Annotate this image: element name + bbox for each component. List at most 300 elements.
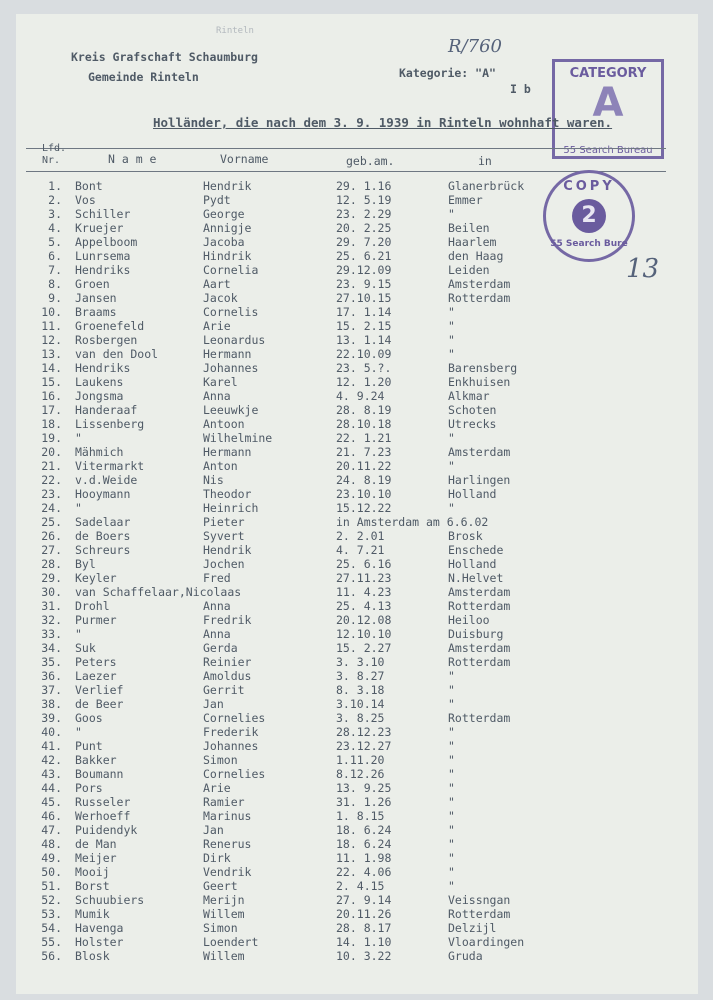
row-vorname: Vendrik: [203, 865, 252, 879]
row-place: Rotterdam: [448, 291, 511, 305]
row-vorname: Wilhelmine: [203, 431, 273, 445]
row-vorname: Theodor: [203, 487, 252, 501]
row-place: ": [448, 739, 455, 753]
row-place: ": [448, 669, 455, 683]
row-number: 41.: [41, 739, 62, 753]
row-place: Holland: [448, 487, 497, 501]
row-birth-date: 8. 3.18: [336, 683, 385, 697]
row-number: 50.: [41, 865, 62, 879]
row-name: Holster: [75, 935, 124, 949]
row-birth-date: 10. 3.22: [336, 949, 392, 963]
row-place: ": [448, 319, 455, 333]
row-name: Hendriks: [75, 361, 131, 375]
row-birth-date: 25. 4.13: [336, 599, 392, 613]
row-number: 2.: [48, 193, 62, 207]
row-number: 4.: [48, 221, 62, 235]
district-line: Kreis Grafschaft Schaumburg: [71, 50, 258, 64]
row-birth-date: 15. 2.27: [336, 641, 392, 655]
row-name: Keyler: [75, 571, 117, 585]
row-birth-date: 22. 4.06: [336, 865, 392, 879]
row-name: Byl: [75, 557, 96, 571]
row-number: 6.: [48, 249, 62, 263]
row-place: Enkhuisen: [448, 375, 511, 389]
row-name: Mumik: [75, 907, 110, 921]
row-place: Haarlem: [448, 235, 497, 249]
row-name: Mähmich: [75, 445, 124, 459]
row-place: Utrecks: [448, 417, 497, 431]
row-vorname: Jan: [203, 823, 224, 837]
row-name: Sadelaar: [75, 515, 131, 529]
row-place: Rotterdam: [448, 711, 511, 725]
row-number: 44.: [41, 781, 62, 795]
row-place: ": [448, 725, 455, 739]
row-birth-date: 14. 1.10: [336, 935, 392, 949]
row-place: Amsterdam: [448, 585, 511, 599]
row-number: 15.: [41, 375, 62, 389]
row-number: 46.: [41, 809, 62, 823]
row-vorname: Hermann: [203, 347, 252, 361]
col-vorname: Vorname: [220, 152, 269, 166]
row-place: den Haag: [448, 249, 504, 263]
row-number: 48.: [41, 837, 62, 851]
row-place: ": [448, 207, 455, 221]
row-place: Rotterdam: [448, 907, 511, 921]
row-place: ": [448, 879, 455, 893]
col-lfd: Lfd.: [42, 143, 67, 154]
row-birth-date: in Amsterdam am 6.6.02: [336, 515, 489, 529]
copy-stamp-number: 2: [572, 199, 606, 233]
row-name: Laukens: [75, 375, 124, 389]
row-vorname: Arie: [203, 781, 231, 795]
row-place: Rotterdam: [448, 599, 511, 613]
row-name: Goos: [75, 711, 103, 725]
row-vorname: Antoon: [203, 417, 245, 431]
row-vorname: Willem: [203, 907, 245, 921]
row-vorname: Leonardus: [203, 333, 266, 347]
row-number: 43.: [41, 767, 62, 781]
row-name: Borst: [75, 879, 110, 893]
copy-stamp: [543, 170, 635, 262]
row-vorname: Frederik: [203, 725, 259, 739]
row-number: 27.: [41, 543, 62, 557]
row-name: Verlief: [75, 683, 124, 697]
row-name: Jongsma: [75, 389, 124, 403]
copy-stamp-bottom: 55 Search Bure: [550, 239, 628, 249]
row-birth-date: 28. 8.17: [336, 921, 392, 935]
row-number: 38.: [41, 697, 62, 711]
row-name: ": [75, 627, 82, 641]
row-place: Duisburg: [448, 627, 504, 641]
row-place: ": [448, 501, 455, 515]
handwritten-reference: R/760: [448, 36, 502, 57]
row-place: Leiden: [448, 263, 490, 277]
row-place: ": [448, 823, 455, 837]
row-place: Brosk: [448, 529, 483, 543]
category-stamp-title: CATEGORY: [569, 66, 647, 81]
row-place: ": [448, 305, 455, 319]
row-name: Pors: [75, 781, 103, 795]
row-vorname: Willem: [203, 949, 245, 963]
row-name: Bont: [75, 179, 103, 193]
row-birth-date: 27. 9.14: [336, 893, 392, 907]
row-birth-date: 23. 9.15: [336, 277, 392, 291]
row-birth-date: 27.10.15: [336, 291, 392, 305]
row-birth-date: 4. 7.21: [336, 543, 385, 557]
row-birth-date: 18. 6.24: [336, 823, 392, 837]
row-birth-date: 15.12.22: [336, 501, 392, 515]
col-name: N a m e: [108, 152, 157, 166]
row-number: 42.: [41, 753, 62, 767]
row-name: Puidendyk: [75, 823, 138, 837]
row-place: ": [448, 431, 455, 445]
row-place: ": [448, 767, 455, 781]
row-birth-date: 3. 3.10: [336, 655, 385, 669]
row-birth-date: 1. 8.15: [336, 809, 385, 823]
row-number: 9.: [48, 291, 62, 305]
faint-pencil-note: Rinteln: [216, 26, 254, 36]
row-name: Groen: [75, 277, 110, 291]
row-number: 20.: [41, 445, 62, 459]
row-number: 26.: [41, 529, 62, 543]
row-name: Blosk: [75, 949, 110, 963]
row-number: 33.: [41, 627, 62, 641]
municipality-line: Gemeinde Rinteln: [88, 70, 199, 84]
row-birth-date: 2. 2.01: [336, 529, 385, 543]
row-birth-date: 28.10.18: [336, 417, 392, 431]
row-vorname: Gerda: [203, 641, 238, 655]
row-number: 8.: [48, 277, 62, 291]
category-stamp-letter: A: [592, 80, 624, 126]
row-birth-date: 25. 6.16: [336, 557, 392, 571]
row-name: Meijer: [75, 851, 117, 865]
row-name: Peters: [75, 655, 117, 669]
row-vorname: Fredrik: [203, 613, 252, 627]
row-name: Drohl: [75, 599, 110, 613]
row-vorname: Jacok: [203, 291, 238, 305]
row-number: 51.: [41, 879, 62, 893]
row-number: 1.: [48, 179, 62, 193]
row-name: Lissenberg: [75, 417, 145, 431]
row-vorname: Jacoba: [203, 235, 245, 249]
row-number: 29.: [41, 571, 62, 585]
row-vorname: Hendrik: [203, 543, 252, 557]
row-name: v.d.Weide: [75, 473, 138, 487]
row-vorname: Gerrit: [203, 683, 245, 697]
row-place: Rotterdam: [448, 655, 511, 669]
row-number: 36.: [41, 669, 62, 683]
row-birth-date: 11. 4.23: [336, 585, 392, 599]
row-name: Kruejer: [75, 221, 124, 235]
row-number: 19.: [41, 431, 62, 445]
row-place: Harlingen: [448, 473, 511, 487]
row-vorname: Pydt: [203, 193, 231, 207]
row-name: de Beer: [75, 697, 124, 711]
row-name: Braams: [75, 305, 117, 319]
row-birth-date: 3. 8.27: [336, 669, 385, 683]
document-page: [16, 14, 698, 994]
row-number: 56.: [41, 949, 62, 963]
row-place: ": [448, 459, 455, 473]
row-vorname: Hendrik: [203, 179, 252, 193]
row-vorname: Anna: [203, 389, 231, 403]
row-name: Boumann: [75, 767, 124, 781]
row-birth-date: 20.11.26: [336, 907, 392, 921]
row-birth-date: 20.11.22: [336, 459, 392, 473]
row-place: Glanerbrück: [448, 179, 525, 193]
row-number: 24.: [41, 501, 62, 515]
row-name: Groenefeld: [75, 319, 145, 333]
row-name: de Man: [75, 837, 117, 851]
row-birth-date: 27.11.23: [336, 571, 392, 585]
row-place: Enschede: [448, 543, 504, 557]
header-rule-top: [26, 148, 666, 149]
row-number: 32.: [41, 613, 62, 627]
row-birth-date: 23.12.27: [336, 739, 392, 753]
row-place: ": [448, 347, 455, 361]
row-number: 14.: [41, 361, 62, 375]
row-name: Werhoeff: [75, 809, 131, 823]
row-vorname: Leeuwkje: [203, 403, 259, 417]
row-number: 3.: [48, 207, 62, 221]
document-title: Holländer, die nach dem 3. 9. 1939 in Rinteln wohnhaft waren.: [153, 115, 613, 130]
row-number: 11.: [41, 319, 62, 333]
row-name: de Boers: [75, 529, 131, 543]
row-number: 10.: [41, 305, 62, 319]
row-birth-date: 11. 1.98: [336, 851, 392, 865]
row-birth-date: 3. 8.25: [336, 711, 385, 725]
row-name: Appelboom: [75, 235, 138, 249]
category-sub-label: I b: [510, 82, 531, 96]
row-vorname: Ramier: [203, 795, 245, 809]
header-rule-bottom: [26, 171, 666, 172]
row-place: Barensberg: [448, 361, 518, 375]
row-number: 23.: [41, 487, 62, 501]
row-number: 52.: [41, 893, 62, 907]
row-vorname: Renerus: [203, 837, 252, 851]
row-number: 37.: [41, 683, 62, 697]
row-number: 22.: [41, 473, 62, 487]
row-vorname: Marinus: [203, 809, 252, 823]
row-vorname: Merijn: [203, 893, 245, 907]
row-number: 18.: [41, 417, 62, 431]
row-place: Amsterdam: [448, 277, 511, 291]
col-in: in: [478, 154, 492, 168]
row-name: Russeler: [75, 795, 131, 809]
row-name: ": [75, 725, 82, 739]
row-place: ": [448, 851, 455, 865]
row-vorname: Simon: [203, 753, 238, 767]
row-place: ": [448, 333, 455, 347]
row-place: Amsterdam: [448, 641, 511, 655]
category-stamp: [552, 59, 664, 159]
row-place: Amsterdam: [448, 445, 511, 459]
row-number: 28.: [41, 557, 62, 571]
row-name: Lunrsema: [75, 249, 131, 263]
row-place: Gruda: [448, 949, 483, 963]
row-place: ": [448, 753, 455, 767]
row-place: ": [448, 795, 455, 809]
row-birth-date: 12. 5.19: [336, 193, 392, 207]
row-place: Schoten: [448, 403, 497, 417]
row-name: Hooymann: [75, 487, 131, 501]
row-number: 25.: [41, 515, 62, 529]
row-birth-date: 25. 6.21: [336, 249, 392, 263]
row-number: 16.: [41, 389, 62, 403]
row-number: 12.: [41, 333, 62, 347]
row-name: Handeraaf: [75, 403, 138, 417]
row-place: Beilen: [448, 221, 490, 235]
row-name: ": [75, 501, 82, 515]
row-name: van den Dool: [75, 347, 159, 361]
row-vorname: Geert: [203, 879, 238, 893]
row-name: Hendriks: [75, 263, 131, 277]
handwritten-mark: 13: [626, 254, 660, 284]
row-birth-date: 28. 8.19: [336, 403, 392, 417]
row-name: Bakker: [75, 753, 117, 767]
row-number: 5.: [48, 235, 62, 249]
row-name: Schiller: [75, 207, 131, 221]
row-number: 49.: [41, 851, 62, 865]
col-nr: Nr.: [42, 155, 61, 166]
row-birth-date: 22. 1.21: [336, 431, 392, 445]
row-birth-date: 21. 7.23: [336, 445, 392, 459]
row-vorname: Cornelia: [203, 263, 259, 277]
col-geb: geb.am.: [346, 154, 395, 168]
row-vorname: Anna: [203, 627, 231, 641]
row-vorname: Loendert: [203, 935, 259, 949]
row-vorname: Pieter: [203, 515, 245, 529]
row-name: Punt: [75, 739, 103, 753]
row-birth-date: 23. 5.?.: [336, 361, 392, 375]
row-vorname: Anna: [203, 599, 231, 613]
row-birth-date: 13. 9.25: [336, 781, 392, 795]
row-name: Havenga: [75, 921, 124, 935]
row-vorname: Arie: [203, 319, 231, 333]
row-vorname: Syvert: [203, 529, 245, 543]
row-place: Delzijl: [448, 921, 497, 935]
row-vorname: George: [203, 207, 245, 221]
row-birth-date: 15. 2.15: [336, 319, 392, 333]
row-vorname: Fred: [203, 571, 231, 585]
row-birth-date: 8.12.26: [336, 767, 385, 781]
row-number: 55.: [41, 935, 62, 949]
row-place: Holland: [448, 557, 497, 571]
row-birth-date: 29. 1.16: [336, 179, 392, 193]
category-label: Kategorie: "A": [399, 66, 496, 80]
row-number: 35.: [41, 655, 62, 669]
row-place: Emmer: [448, 193, 483, 207]
row-birth-date: 1.11.20: [336, 753, 385, 767]
row-vorname: Karel: [203, 375, 238, 389]
row-place: ": [448, 697, 455, 711]
row-place: Heiloo: [448, 613, 490, 627]
row-number: 39.: [41, 711, 62, 725]
row-vorname: Annigje: [203, 221, 252, 235]
row-birth-date: 13. 1.14: [336, 333, 392, 347]
row-place: Alkmar: [448, 389, 490, 403]
row-vorname: Anton: [203, 459, 238, 473]
row-vorname: Aart: [203, 277, 231, 291]
row-name: Vitermarkt: [75, 459, 145, 473]
row-vorname: Dirk: [203, 851, 231, 865]
row-number: 34.: [41, 641, 62, 655]
row-birth-date: 12.10.10: [336, 627, 392, 641]
row-place: ": [448, 809, 455, 823]
row-birth-date: 22.10.09: [336, 347, 392, 361]
row-name: Schreurs: [75, 543, 131, 557]
row-place: Vloardingen: [448, 935, 525, 949]
row-birth-date: 28.12.23: [336, 725, 392, 739]
row-birth-date: 24. 8.19: [336, 473, 392, 487]
row-name: Vos: [75, 193, 96, 207]
row-number: 47.: [41, 823, 62, 837]
row-number: 45.: [41, 795, 62, 809]
row-number: 17.: [41, 403, 62, 417]
row-number: 30.: [41, 585, 62, 599]
row-place: ": [448, 683, 455, 697]
row-number: 21.: [41, 459, 62, 473]
row-number: 54.: [41, 921, 62, 935]
row-place: ": [448, 781, 455, 795]
row-birth-date: 31. 1.26: [336, 795, 392, 809]
row-name: Jansen: [75, 291, 117, 305]
row-vorname: Cornelies: [203, 711, 266, 725]
row-birth-date: 20. 2.25: [336, 221, 392, 235]
row-vorname: Cornelies: [203, 767, 266, 781]
row-number: 31.: [41, 599, 62, 613]
row-vorname: Hermann: [203, 445, 252, 459]
row-vorname: Heinrich: [203, 501, 259, 515]
row-vorname: Jochen: [203, 557, 245, 571]
row-birth-date: 17. 1.14: [336, 305, 392, 319]
row-vorname: Simon: [203, 921, 238, 935]
row-name: Mooij: [75, 865, 110, 879]
row-name: Rosbergen: [75, 333, 138, 347]
row-birth-date: 4. 9.24: [336, 389, 385, 403]
row-place: Veissngan: [448, 893, 511, 907]
row-birth-date: 23. 2.29: [336, 207, 392, 221]
copy-stamp-top: COPY: [563, 179, 615, 194]
row-vorname: Johannes: [203, 739, 259, 753]
row-birth-date: 3.10.14: [336, 697, 385, 711]
row-name: Purmer: [75, 613, 117, 627]
row-number: 53.: [41, 907, 62, 921]
row-vorname: Reinier: [203, 655, 252, 669]
row-birth-date: 29.12.09: [336, 263, 392, 277]
row-place: ": [448, 865, 455, 879]
row-place: ": [448, 837, 455, 851]
row-name: Suk: [75, 641, 96, 655]
row-vorname: Jan: [203, 697, 224, 711]
row-birth-date: 2. 4.15: [336, 879, 385, 893]
row-birth-date: 12. 1.20: [336, 375, 392, 389]
row-place: N.Helvet: [448, 571, 504, 585]
row-birth-date: 20.12.08: [336, 613, 392, 627]
row-birth-date: 23.10.10: [336, 487, 392, 501]
row-name: Laezer: [75, 669, 117, 683]
row-number: 40.: [41, 725, 62, 739]
row-number: 13.: [41, 347, 62, 361]
row-name: van Schaffelaar,Nicolaas: [75, 585, 242, 599]
row-vorname: Cornelis: [203, 305, 259, 319]
category-stamp-subtitle: 55 Search Bureau: [563, 145, 653, 156]
row-number: 7.: [48, 263, 62, 277]
row-vorname: Amoldus: [203, 669, 252, 683]
row-name: Schuubiers: [75, 893, 145, 907]
row-vorname: Hindrik: [203, 249, 252, 263]
row-birth-date: 29. 7.20: [336, 235, 392, 249]
row-name: ": [75, 431, 82, 445]
